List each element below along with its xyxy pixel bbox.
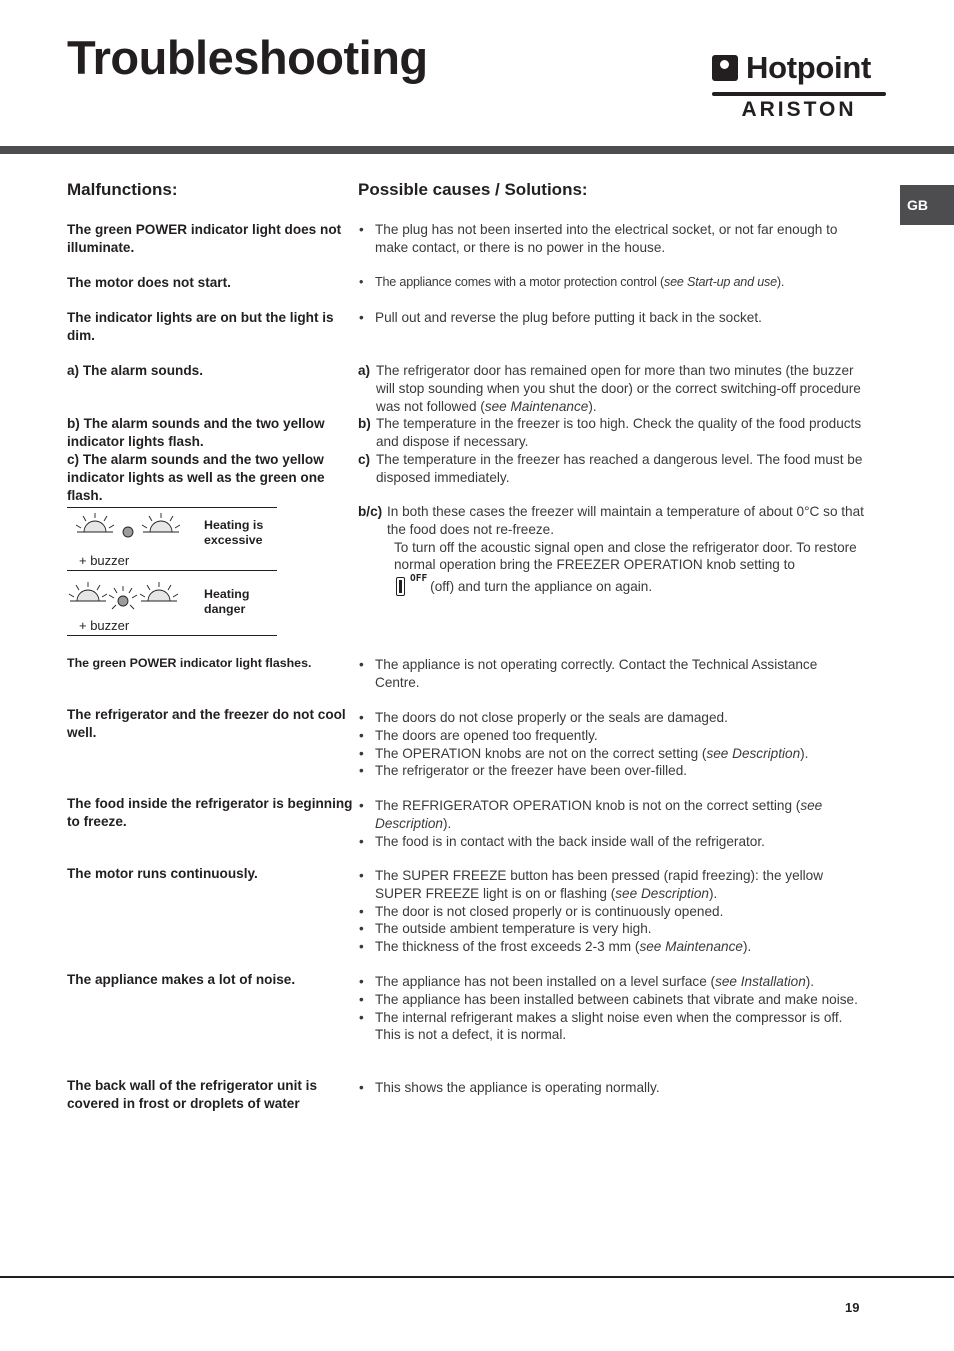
solution-item: • This shows the appliance is operating normally. xyxy=(358,1079,864,1097)
logo-bar xyxy=(712,92,886,96)
solution-alarm-c: c) The temperature in the freezer has reached a dangerous level. The food must be disposed immediately. xyxy=(358,452,863,485)
diagram-rule xyxy=(67,635,277,636)
solution-item: • The doors are opened too frequently. xyxy=(358,727,864,745)
malfunction-power-flashes: The green POWER indicator light flashes. xyxy=(67,656,312,670)
solution-item: • The refrigerator or the freezer have been over-filled. xyxy=(358,762,864,780)
malfunction-frost-back-wall: The back wall of the refrigerator unit is covered in frost or droplets of water xyxy=(67,1078,318,1111)
malfunction-not-cool: The refrigerator and the freezer do not cool well. xyxy=(67,707,346,740)
solution-alarm-b: b) The temperature in the freezer is too high. Check the quality of the food products and dispose if necessary. xyxy=(358,416,862,449)
solution-list xyxy=(358,656,864,692)
solution-item: • The REFRIGERATOR OPERATION knob is not on the correct setting (see Description). xyxy=(358,797,864,833)
malfunction-alarm-b: b) The alarm sounds and the two yellow indicator lights flash. xyxy=(67,416,325,449)
solution-item: • The OPERATION knobs are not on the correct setting (see Description). xyxy=(358,745,864,763)
solution-item: • The appliance has been installed between cabinets that vibrate and make noise. xyxy=(358,991,864,1009)
diagram-label-danger: Heating danger xyxy=(204,587,250,616)
solution-list xyxy=(358,1079,864,1097)
solution-item: • The internal refrigerant makes a slight noise even when the compressor is off. This is not a defect, it is normal. xyxy=(358,1009,864,1045)
solution-list xyxy=(358,221,864,257)
solution-list xyxy=(358,867,864,956)
solution-alarm-bc: b/c) In both these cases the freezer will maintain a temperature of about 0°C so that the food does not re-freeze. To turn off the acoustic signal open and close the refrigerator door. To restore normal operation bring the FREEZER OPERATION knob setting to OFF (off) and turn the appliance on again. xyxy=(358,504,864,595)
solution-list xyxy=(358,274,864,292)
solution-item: • The thickness of the frost exceeds 2-3 mm (see Maintenance). xyxy=(358,938,864,956)
page-number: 19 xyxy=(845,1300,860,1315)
malfunctions-heading: Malfunctions: xyxy=(67,180,178,199)
solution-item: • The plug has not been inserted into the electrical socket, or not far enough to make contact, or there is no power in the house. xyxy=(358,221,864,257)
solution-list xyxy=(358,797,864,850)
off-setting-label: OFF xyxy=(410,573,428,585)
malfunction-alarm-a: a) The alarm sounds. xyxy=(67,363,203,378)
cross-reference: see Description xyxy=(615,885,709,901)
solution-alarm-a: a) The refrigerator door has remained open for more than two minutes (the buzzer will stop sounding when you shut the door) or the correct switching-off procedure was not followed (see Maintenance). xyxy=(358,363,861,414)
indicator-lights-excessive-icon xyxy=(67,510,197,552)
indicator-light-diagram xyxy=(67,507,277,637)
solutions-heading: Possible causes / Solutions: xyxy=(358,180,588,199)
solution-item: • The food is in contact with the back inside wall of the refrigerator. xyxy=(358,833,864,851)
solution-list xyxy=(358,709,864,780)
knob-off-icon xyxy=(396,577,405,596)
cross-reference: see Maintenance xyxy=(484,398,589,414)
diagram-buzzer-label: + buzzer xyxy=(79,618,130,633)
solution-item: • The SUPER FREEZE button has been pressed (rapid freezing): the yellow SUPER FREEZE light is on or flashing (see Description). xyxy=(358,867,864,903)
cross-reference: see Description xyxy=(375,798,823,831)
cross-reference: see Installation xyxy=(715,974,806,989)
header-divider xyxy=(0,146,954,154)
malfunction-alarm-c: c) The alarm sounds and the two yellow indicator lights as well as the green one flash. xyxy=(67,452,325,503)
solution-item: • The outside ambient temperature is very high. xyxy=(358,920,864,938)
cross-reference: see Start-up and use xyxy=(664,275,777,289)
footer-divider xyxy=(0,1276,954,1278)
malfunction-noise: The appliance makes a lot of noise. xyxy=(67,972,296,987)
solution-item: • The appliance has not been installed on a level surface (see Installation). xyxy=(358,973,864,991)
solution-list xyxy=(358,973,864,1044)
solution-item: • The doors do not close properly or the seals are damaged. xyxy=(358,709,864,727)
malfunction-food-freezing: The food inside the refrigerator is beginning to freeze. xyxy=(67,796,353,829)
solution-item: • The door is not closed properly or is continuously opened. xyxy=(358,903,864,921)
solution-item: • Pull out and reverse the plug before putting it back in the socket. xyxy=(358,309,864,327)
logo-mark-icon xyxy=(712,55,738,81)
solution-item: • The appliance is not operating correctly. Contact the Technical Assistance Centre. xyxy=(358,656,864,692)
brand-logo xyxy=(712,52,890,124)
indicator-lights-danger-icon xyxy=(67,577,197,619)
logo-sub-text: ARISTON xyxy=(741,98,857,121)
diagram-buzzer-label: + buzzer xyxy=(79,553,130,568)
diagram-label-excessive: Heating is excessive xyxy=(204,518,264,547)
malfunction-motor-not-start: The motor does not start. xyxy=(67,275,231,290)
page-title: Troubleshooting xyxy=(67,31,428,84)
malfunction-dim-lights: The indicator lights are on but the light is dim. xyxy=(67,310,334,343)
cross-reference: see Maintenance xyxy=(639,939,743,955)
malfunction-power-light: The green POWER indicator light does not illuminate. xyxy=(67,222,342,255)
solution-list xyxy=(358,309,864,327)
cross-reference: see Description xyxy=(706,745,801,761)
malfunction-motor-continuous: The motor runs continuously. xyxy=(67,866,258,881)
solution-item: • The appliance comes with a motor protection control (see Start-up and use). xyxy=(358,274,864,292)
diagram-rule xyxy=(67,570,277,571)
diagram-rule xyxy=(67,507,277,508)
language-tab: GB xyxy=(900,185,954,225)
logo-brand-text: Hotpoint xyxy=(746,50,871,85)
